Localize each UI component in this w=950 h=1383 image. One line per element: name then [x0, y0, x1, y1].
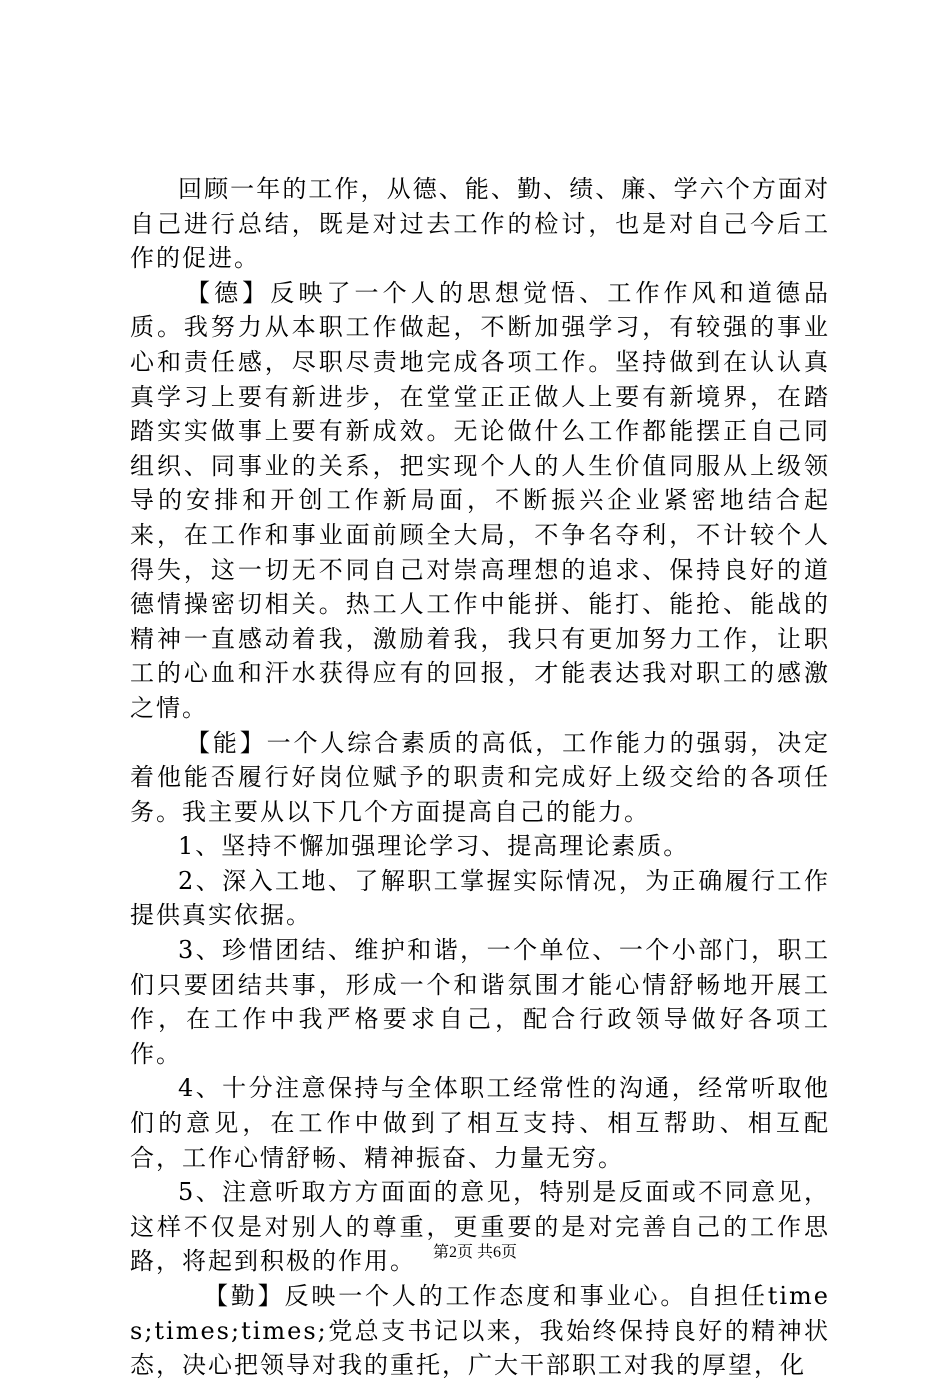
paragraph-intro: 回顾一年的工作，从德、能、勤、绩、廉、学六个方面对自己进行总结，既是对过去工作的检讨，也是对自己今后工作的促进。: [130, 175, 830, 273]
document-body: [130, 172, 830, 1383]
paragraph-de: 【德】反映了一个人的思想觉悟、工作作风和道德品质。我努力从本职工作做起，不断加强学习，有较强的事业心和责任感，尽职尽责地完成各项工作。坚持做到在认认真真学习上要有新进步，在堂堂正正做人上要有新境界，在踏踏实实做事上要有新成效。无论做什么工作都能摆正自己同组织、同事业的关系，把实现个人的人生价值同服从上级领导的安排和开创工作新局面，不断振兴企业紧密地结合起来，在工作和事业面前顾全大局，不争名夺利，不计较个人得失，这一切无不同自己对崇高理想的追求、保持良好的道德情操密切相关。热工人工作中能拼、能打、能抢、能战的精神一直感动着我，激励着我，我只有更加努力工作，让职工的心血和汗水获得应有的回报，才能表达我对职工的感激之情。: [130, 278, 830, 722]
paragraph-neng: 【能】一个人综合素质的高低，工作能力的强弱，决定着他能否履行好岗位赋予的职责和完成好上级交给的各项任务。我主要从以下几个方面提高自己的能力。: [130, 728, 830, 826]
list-item-4: 4、十分注意保持与全体职工经常性的沟通，经常听取他们的意见，在工作中做到了相互支持、相互帮助、相互配合，工作心情舒畅、精神振奋、力量无穷。: [130, 1074, 830, 1172]
paragraph-qin: 【勤】反映一个人的工作态度和事业心。自担任times;times;times;党总支书记以来，我始终保持良好的精神状态，决心把领导对我的重托，广大干部职工对我的厚望，化: [130, 1282, 830, 1380]
list-item-1: 1、坚持不懈加强理论学习、提高理论素质。: [178, 832, 690, 861]
page-footer: 第2页 共6页: [432, 1244, 517, 1261]
list-item-5: 5、注意听取方方面面的意见，特别是反面或不同意见，这样不仅是对别人的尊重，更重要的是对完善自己的工作思路，将起到积极的作用。: [130, 1178, 830, 1276]
list-item-2: 2、深入工地、了解职工掌握实际情况，为正确履行工作提供真实依据。: [130, 866, 830, 930]
list-item-3: 3、珍惜团结、维护和谐，一个单位、一个小部门，职工们只要团结共事，形成一个和谐氛围才能心情舒畅地开展工作，在工作中我严格要求自己，配合行政领导做好各项工作。: [130, 936, 830, 1068]
